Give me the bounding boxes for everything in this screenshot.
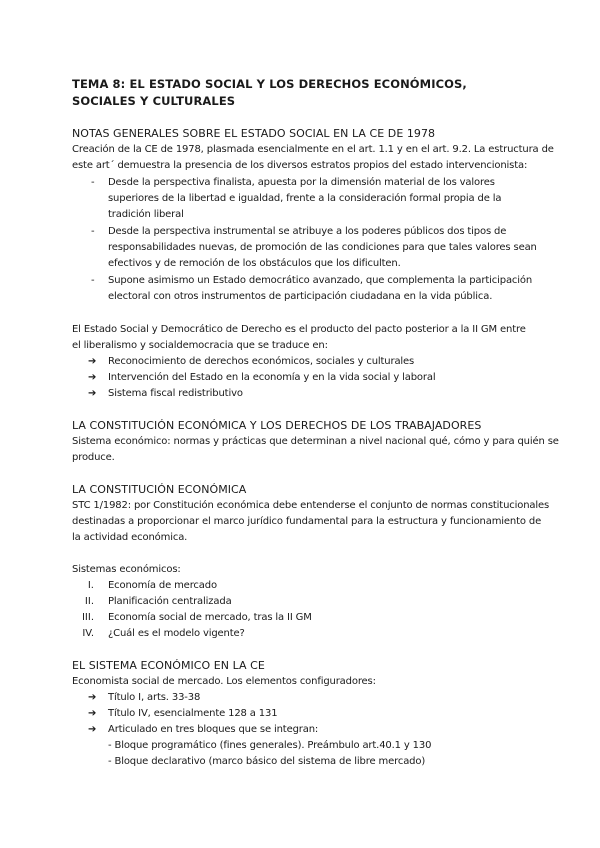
roman-numeral: I. [87, 580, 94, 591]
arrow-right-icon: ➔ [88, 356, 97, 367]
paragraph-line: el liberalismo y socialdemocracia que se traduce en: [72, 340, 328, 351]
bullet-line: electoral con otros instrumentos de participación ciudadana en la vida pública. [108, 291, 493, 302]
paragraph-line: produce. [72, 452, 115, 463]
bullet-line: Desde la perspectiva finalista, apuesta por la dimensión material de los valores [108, 177, 495, 188]
paragraph-line: El Estado Social y Democrático de Derecho es el producto del pacto posterior a la II GM entre [72, 324, 526, 335]
arrow-right-icon: ➔ [88, 372, 97, 383]
arrow-item: Articulado en tres bloques que se integran: [108, 724, 319, 735]
arrow-right-icon: ➔ [88, 388, 97, 399]
bullet-line: superiores de la libertad e igualdad, frente a la consideración formal propia de la [108, 193, 502, 204]
arrow-item: Reconocimiento de derechos económicos, sociales y culturales [108, 356, 415, 367]
bullet-dash: - [91, 226, 95, 237]
sistema-item: Planificación centralizada [108, 596, 232, 607]
section-heading-sistema-ce: EL SISTEMA ECONÓMICO EN LA CE [72, 659, 265, 672]
section-heading-constitucion-economica: LA CONSTITUCIÓN ECONÓMICA [72, 483, 247, 496]
arrow-item: Título I, arts. 33-38 [108, 692, 201, 703]
arrow-item: Sistema fiscal redistributivo [108, 388, 243, 399]
arrow-item: Título IV, esencialmente 128 a 131 [108, 708, 278, 719]
paragraph-line: la actividad económica. [72, 532, 188, 543]
sistema-item: Economía social de mercado, tras la II GM [108, 612, 312, 623]
arrow-right-icon: ➔ [88, 708, 97, 719]
roman-numeral: II. [84, 596, 94, 607]
bullet-line: Supone asimismo un Estado democrático avanzado, que complementa la participación [108, 275, 533, 286]
sistemas-label: Sistemas económicos: [72, 564, 181, 575]
sub-item: - Bloque programático (fines generales). Preámbulo art.40.1 y 130 [108, 740, 432, 751]
paragraph-line: Creación de la CE de 1978, plasmada esencialmente en el art. 1.1 y en el art. 9.2. La estructura de [72, 144, 554, 155]
bullet-line: Desde la perspectiva instrumental se atribuye a los poderes públicos dos tipos de [108, 226, 507, 237]
paragraph-line: STC 1/1982: por Constitución económica debe entenderse el conjunto de normas constitucionales [72, 500, 550, 511]
bullet-dash: - [91, 275, 95, 286]
roman-numeral: III. [81, 612, 94, 623]
arrow-right-icon: ➔ [88, 692, 97, 703]
bullet-dash: - [91, 177, 95, 188]
paragraph-line: este art´ demuestra la presencia de los diversos estratos propios del estado intervencionista: [72, 160, 528, 171]
bullet-line: tradición liberal [108, 209, 184, 220]
paragraph-line: Sistema económico: normas y prácticas que determinan a nivel nacional qué, cómo y para quién se [72, 436, 559, 447]
bullet-line: efectivos y de remoción de los obstáculos que los dificulten. [108, 258, 401, 269]
document-title-line-2: SOCIALES Y CULTURALES [72, 94, 236, 108]
sistema-item: Economía de mercado [108, 580, 217, 591]
paragraph-line: Economista social de mercado. Los elementos configuradores: [72, 676, 376, 687]
document-title-line-1: TEMA 8: EL ESTADO SOCIAL Y LOS DERECHOS ECONÓMICOS, [72, 77, 467, 91]
bullet-line: responsabilidades nuevas, de promoción de las condiciones para que tales valores sean [108, 242, 537, 253]
section-heading-constitucion-trabajadores: LA CONSTITUCIÓN ECONÓMICA Y LOS DERECHOS DE LOS TRABAJADORES [72, 419, 482, 432]
arrow-right-icon: ➔ [88, 724, 97, 735]
section-heading-notas: NOTAS GENERALES SOBRE EL ESTADO SOCIAL EN LA CE DE 1978 [72, 127, 436, 140]
paragraph-line: destinadas a proporcionar el marco jurídico fundamental para la estructura y funcionamiento de [72, 516, 542, 527]
roman-numeral: IV. [82, 628, 94, 639]
sub-item: - Bloque declarativo (marco básico del sistema de libre mercado) [108, 756, 426, 767]
sistema-item: ¿Cuál es el modelo vigente? [108, 628, 245, 639]
arrow-item: Intervención del Estado en la economía y en la vida social y laboral [108, 372, 436, 383]
